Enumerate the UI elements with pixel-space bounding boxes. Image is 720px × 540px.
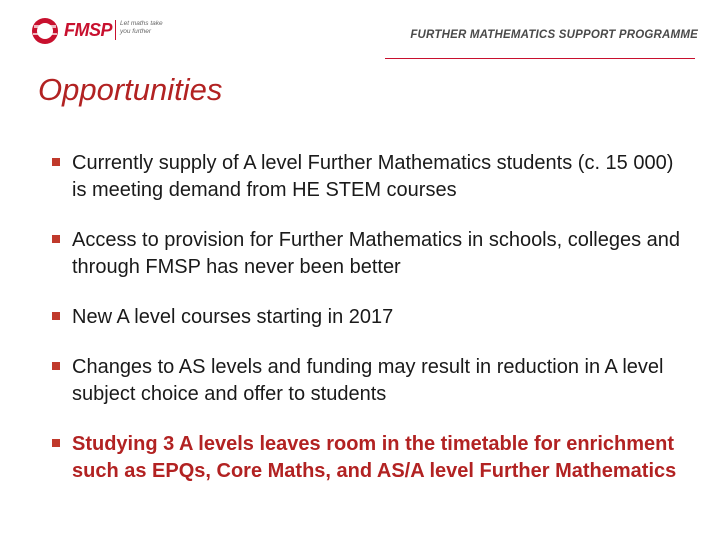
list-item-emphasized [52, 431, 692, 485]
bullet-text: Access to provision for Further Mathematics in schools, colleges and through FMSP has never been better [72, 229, 681, 278]
logo-text: FMSP [64, 20, 113, 40]
slide-header [0, 0, 720, 62]
bullet-text: Currently supply of A level Further Mathematics students (c. 15 000) is meeting demand from HE STEM courses [72, 152, 674, 201]
square-bullet-icon [52, 362, 60, 370]
list-item [52, 354, 692, 408]
logo-separator [115, 20, 116, 40]
list-item [52, 150, 692, 204]
square-bullet-icon [52, 235, 60, 243]
square-bullet-icon [52, 158, 60, 166]
logo-tagline: Let maths take you further [120, 20, 163, 35]
fmsp-logo-icon [30, 16, 60, 46]
list-item [52, 304, 692, 331]
list-item [52, 227, 692, 281]
bullet-text: New A level courses starting in 2017 [72, 306, 394, 328]
header-divider [385, 58, 695, 59]
bullet-list [52, 150, 692, 508]
square-bullet-icon [52, 312, 60, 320]
slide-title: Opportunities [38, 72, 223, 107]
square-bullet-icon [52, 439, 60, 447]
program-title: FURTHER MATHEMATICS SUPPORT PROGRAMME [410, 29, 698, 41]
bullet-text: Studying 3 A levels leaves room in the timetable for enrichment such as EPQs, Core Maths, and AS/A level Further Mathematics [72, 433, 677, 482]
bullet-text: Changes to AS levels and funding may result in reduction in A level subject choice and offer to students [72, 356, 664, 405]
fmsp-logo [30, 14, 163, 48]
